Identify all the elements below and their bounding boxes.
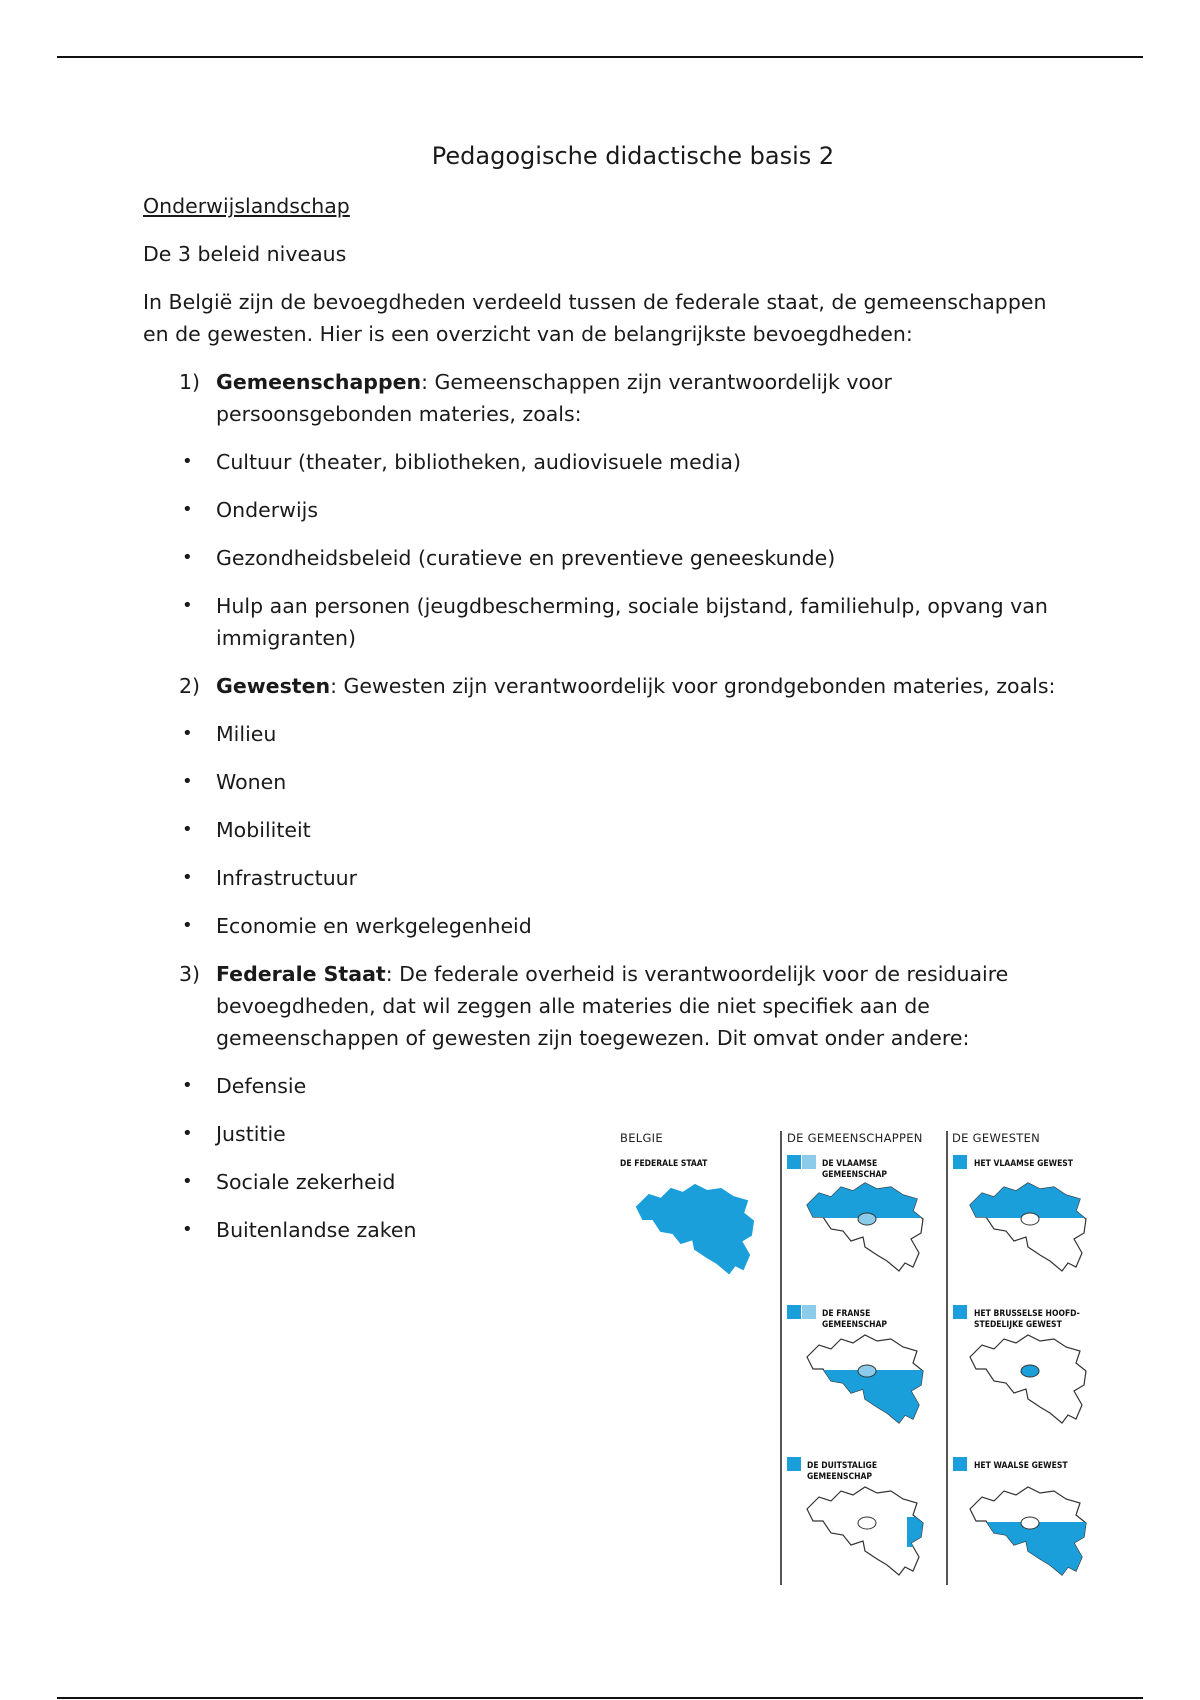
bullet-item [143, 590, 1073, 654]
bullet-item [143, 910, 1073, 942]
bullet-text: Gezondheidsbeleid (curatieve en preventieve geneeskunde) [216, 546, 836, 570]
label-vlaamse-gemeenschap: DE VLAAMSE GEMEENSCHAP [822, 1159, 888, 1180]
bullet-text: Infrastructuur [216, 866, 358, 890]
numbered-item [143, 670, 1073, 702]
belgium-structure-figure [612, 1125, 1092, 1585]
bullet-text: Onderwijs [216, 498, 319, 522]
item-number: 2) [179, 674, 201, 698]
bullet-item [143, 1070, 1073, 1102]
label-vlaamse-gewest: HET VLAAMSE GEWEST [974, 1159, 1074, 1169]
bullet-icon: • [182, 547, 193, 568]
bullet-icon: • [182, 499, 193, 520]
bullet-text: Mobiliteit [216, 818, 311, 842]
subheading: De 3 beleid niveaus [143, 242, 347, 266]
item-text: : Gemeenschappen zijn verantwoordelijk voor persoonsgebonden materies, zoals: [216, 370, 892, 426]
figure-col-belgie: BELGIE [620, 1131, 663, 1145]
bottom-rule [57, 1697, 1143, 1699]
figure-col-gemeenschappen: DE GEMEENSCHAPPEN [787, 1131, 923, 1145]
bullet-text: Buitenlandse zaken [216, 1218, 417, 1242]
bullet-item [143, 766, 1073, 798]
bullet-icon: • [182, 771, 193, 792]
belgium-maps [612, 1125, 1092, 1585]
bullet-text: Justitie [216, 1122, 286, 1146]
map-federale-staat [637, 1185, 753, 1273]
item-label: Gemeenschappen [216, 370, 422, 394]
map-waalse-gewest [970, 1487, 1086, 1575]
label-waalse-gewest: HET WAALSE GEWEST [974, 1461, 1068, 1471]
item-label: Gewesten [216, 674, 331, 698]
bullet-icon: • [182, 1171, 193, 1192]
numbered-item [143, 366, 1073, 430]
label-federale-staat: DE FEDERALE STAAT [620, 1159, 708, 1169]
bullet-icon: • [182, 1123, 193, 1144]
bullet-icon: • [182, 1219, 193, 1240]
item-label: Federale Staat [216, 962, 386, 986]
figure-col-gewesten: DE GEWESTEN [952, 1131, 1041, 1145]
bullet-icon: • [182, 595, 193, 616]
bullet-item [143, 494, 1073, 526]
item-number: 1) [179, 370, 201, 394]
sections-list [143, 366, 1073, 1246]
item-number: 3) [179, 962, 201, 986]
bullet-text: Wonen [216, 770, 287, 794]
item-text: : Gewesten zijn verantwoordelijk voor grondgebonden materies, zoals: [330, 674, 1056, 698]
bullet-icon: • [182, 451, 193, 472]
top-rule [57, 56, 1143, 58]
bullet-item [143, 718, 1073, 750]
label-franse-gemeenschap: DE FRANSE GEMEENSCHAP [822, 1309, 888, 1330]
map-brusselse-gewest [970, 1335, 1086, 1423]
document-body [143, 140, 1073, 1262]
page-title: Pedagogische didactische basis 2 [431, 142, 835, 170]
bullet-icon: • [182, 723, 193, 744]
map-vlaamse-gewest [970, 1183, 1086, 1271]
bullet-text: Hulp aan personen (jeugdbescherming, sociale bijstand, familiehulp, opvang van immigranten) [216, 594, 1048, 650]
bullet-item [143, 814, 1073, 846]
bullet-icon: • [182, 1075, 193, 1096]
map-franse-gemeenschap [807, 1335, 923, 1423]
section-heading: Onderwijslandschap [143, 194, 350, 218]
bullet-icon: • [182, 915, 193, 936]
numbered-item [143, 958, 1073, 1054]
bullet-item [143, 446, 1073, 478]
map-vlaamse-gemeenschap [807, 1183, 923, 1271]
bullet-text: Cultuur (theater, bibliotheken, audiovisuele media) [216, 450, 741, 474]
label-brusselse-gewest: HET BRUSSELSE HOOFD-STEDELIJKE GEWEST [974, 1309, 1080, 1330]
label-duitstalige-gemeenschap: DE DUITSTALIGE GEMEENSCHAP [807, 1461, 878, 1482]
bullet-text: Defensie [216, 1074, 307, 1098]
bullet-icon: • [182, 867, 193, 888]
bullet-item [143, 862, 1073, 894]
item-text: : De federale overheid is verantwoordelijk voor de residuaire bevoegdheden, dat wil zeggen alle materies die niet specifiek aan de gemeenschappen of gewesten zijn toegewezen. Dit omvat onder andere: [216, 962, 1009, 1050]
bullet-text: Milieu [216, 722, 277, 746]
bullet-item [143, 542, 1073, 574]
map-duitstalige-gemeenschap [807, 1487, 923, 1575]
bullet-text: Sociale zekerheid [216, 1170, 396, 1194]
bullet-icon: • [182, 819, 193, 840]
intro-paragraph: In België zijn de bevoegdheden verdeeld tussen de federale staat, de gemeenschappen en de gewesten. Hier is een overzicht van de belangrijkste bevoegdheden: [143, 290, 1047, 346]
bullet-text: Economie en werkgelegenheid [216, 914, 532, 938]
